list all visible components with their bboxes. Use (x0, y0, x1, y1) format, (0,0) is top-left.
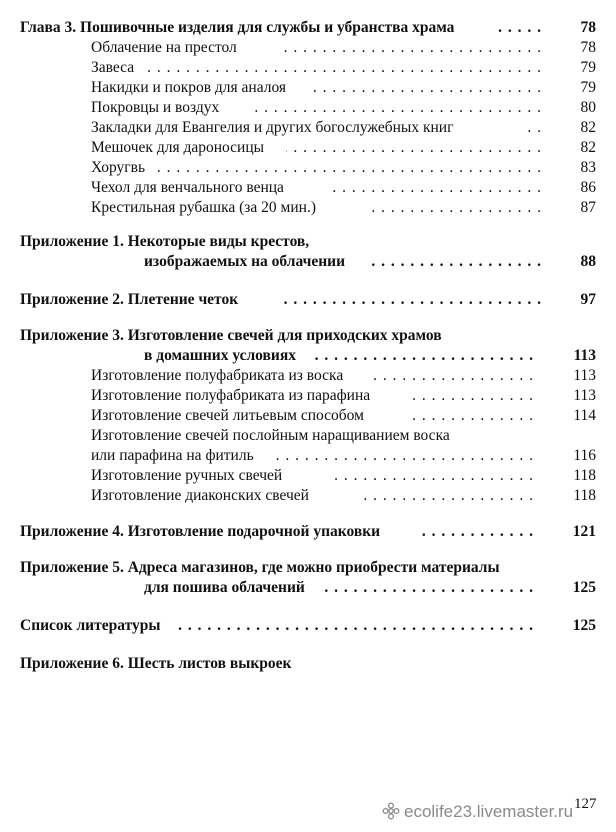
toc-subentry-title: Крестильная рубашка (за 20 мин.) (91, 199, 316, 216)
toc-subentry-title: Накидки и покров для аналоя (91, 79, 287, 96)
toc-entry-appendix-3 (0, 326, 616, 346)
toc-entry-title: Список литературы (20, 617, 161, 634)
toc-entry-page: 125 (572, 617, 596, 634)
toc-subentry (0, 466, 616, 486)
toc-subentry-page: 82 (580, 139, 596, 156)
toc-subentry (0, 178, 616, 198)
toc-entry-appendix-1 (0, 232, 616, 252)
toc-entry-appendix-1-cont (0, 252, 616, 272)
toc-entry-title-cont: в домашних условиях (144, 347, 296, 364)
dot-leader (332, 466, 534, 486)
toc-subentry-page: 78 (580, 39, 596, 56)
toc-subentry (0, 98, 616, 118)
toc-subentry-cont (0, 446, 616, 466)
dot-leader (270, 446, 534, 466)
toc-subentry (0, 138, 616, 158)
toc-entry-title: Приложение 6. Шесть листов выкроек (20, 655, 292, 672)
toc-subentry (0, 38, 616, 58)
toc-entry-appendix-4 (0, 522, 616, 542)
toc-subentry-title: Завеса (91, 59, 135, 76)
toc-subentry (0, 406, 616, 426)
toc-subentry-title: Изготовление ручных свечей (91, 467, 283, 484)
toc-subentry-page: 80 (580, 99, 596, 116)
toc-entry-title: Приложение 5. Адреса магазинов, где можно приобрести материалы (20, 559, 500, 576)
toc-entry-title-cont: изображаемых на облачении (144, 253, 346, 270)
dot-leader (314, 346, 534, 366)
toc-subentry-title: Изготовление свечей литьевым способом (91, 407, 364, 424)
toc-subentry-page: 83 (580, 159, 596, 176)
toc-subentry (0, 78, 616, 98)
toc-entry-bibliography (0, 616, 616, 636)
dot-leader (406, 386, 534, 406)
toc-subentry-page: 113 (573, 367, 596, 384)
toc-subentry (0, 366, 616, 386)
dot-leader (156, 158, 542, 178)
dot-leader (312, 78, 542, 98)
toc-subentry (0, 118, 616, 138)
toc-entry-page: 88 (580, 253, 596, 270)
toc-entry-page: 113 (573, 347, 596, 364)
toc-subentry-page: 86 (580, 179, 596, 196)
dot-leader (148, 58, 542, 78)
dot-leader (278, 290, 542, 310)
toc-subentry-page: 79 (580, 59, 596, 76)
toc-subentry-title-cont: или парафина на фитиль (91, 447, 254, 464)
toc-entry-title: Приложение 3. Изготовление свечей для приходских храмов (20, 327, 442, 344)
toc-subentry (0, 386, 616, 406)
toc-subentry-title: Изготовление диаконских свечей (91, 487, 309, 504)
toc-subentry-title: Изготовление полуфабриката из парафина (91, 387, 371, 404)
dot-leader (498, 18, 542, 38)
dot-leader (372, 252, 542, 272)
page-number: 127 (574, 796, 597, 812)
toc-subentry-title: Закладки для Евангелия и других богослужебных книг (91, 119, 454, 136)
dot-leader (364, 486, 534, 506)
toc-subentry-page: 82 (580, 119, 596, 136)
dot-leader (372, 198, 542, 218)
toc-entry-page: 125 (572, 579, 596, 596)
toc-subentry (0, 158, 616, 178)
toc-entry-title: Приложение 2. Плетение четок (20, 291, 239, 308)
toc-entry-appendix-3-cont (0, 346, 616, 366)
watermark-text: ecolife23.livemaster.ru (404, 802, 574, 821)
toc-entry-title: Приложение 4. Изготовление подарочной упаковки (20, 523, 381, 540)
toc-entry-chapter-3 (0, 18, 616, 38)
dot-leader (422, 522, 534, 542)
dot-leader (286, 138, 542, 158)
toc-subentry-page: 113 (573, 387, 596, 404)
toc-subentry-page: 118 (573, 487, 596, 504)
toc-subentry-title: Чехол для венчального венца (91, 179, 284, 196)
toc-subentry-title: Облачение на престол (91, 39, 237, 56)
toc-subentry-page: 116 (573, 447, 596, 464)
toc-subentry-page: 87 (580, 199, 596, 216)
toc-subentry-page: 114 (573, 407, 596, 424)
watermark (382, 802, 573, 822)
toc-subentry-title: Мешочек для дароносицы (91, 139, 265, 156)
dot-leader (248, 98, 542, 118)
toc-subentry-title: Хоругвь (91, 159, 146, 176)
toc-entry-appendix-6 (0, 654, 616, 674)
toc-subentry (0, 486, 616, 506)
toc-entry-appendix-5 (0, 558, 616, 578)
toc-subentry-title: Изготовление свечей послойным наращиванием воска (91, 427, 450, 444)
flower-icon (382, 802, 400, 820)
toc-entry-appendix-2 (0, 290, 616, 310)
toc-subentry-title: Покровцы и воздух (91, 99, 220, 116)
toc-subentry (0, 198, 616, 218)
dot-leader (368, 366, 534, 386)
dot-leader (330, 178, 542, 198)
toc-entry-page: 121 (572, 523, 596, 540)
toc-entry-title: Глава 3. Пошивочные изделия для службы и убранства храма (20, 19, 455, 36)
dot-leader (324, 578, 534, 598)
toc-entry-title-cont: для пошива облачений (144, 579, 305, 596)
toc-subentry (0, 58, 616, 78)
dot-leader (412, 406, 534, 426)
dot-leader (282, 38, 542, 58)
toc-entry-page: 97 (580, 291, 596, 308)
toc-entry-appendix-5-cont (0, 578, 616, 598)
toc-subentry-page: 118 (573, 467, 596, 484)
toc-entry-title: Приложение 1. Некоторые виды крестов, (20, 233, 310, 250)
dot-leader (176, 616, 534, 636)
toc-subentry-page: 79 (580, 79, 596, 96)
toc-subentry-title: Изготовление полуфабриката из воска (91, 367, 344, 384)
toc-subentry (0, 426, 616, 446)
toc-entry-page: 78 (580, 19, 596, 36)
